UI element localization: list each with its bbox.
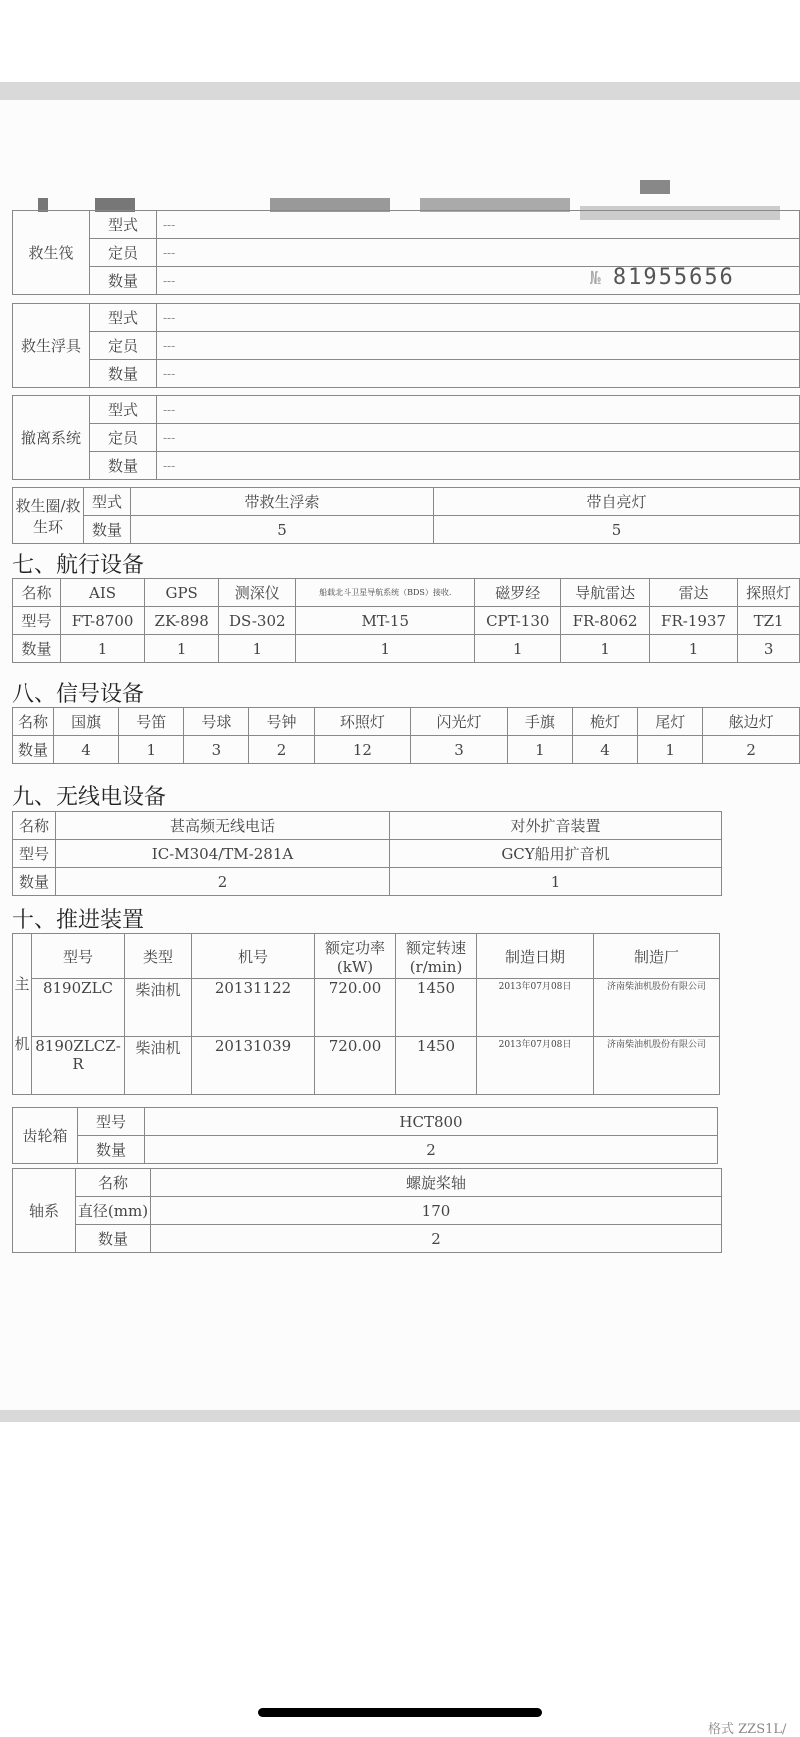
row-label: 齿轮箱: [13, 1108, 78, 1164]
evacuation-system-table: [12, 395, 800, 480]
column-header: 额定功率(kW): [315, 934, 396, 979]
cell: ZK-898: [145, 607, 219, 635]
field-value: 带救生浮索: [131, 488, 434, 516]
column-header: 型号: [32, 934, 125, 979]
column-header: 制造厂: [594, 934, 720, 979]
cell: 磁罗经: [475, 579, 561, 607]
signal-table: [12, 707, 800, 764]
radio-table: [12, 811, 722, 896]
row-label: 名称: [13, 812, 56, 840]
cell: GPS: [145, 579, 219, 607]
field-value: 5: [131, 516, 434, 544]
row-label: 轴系: [13, 1169, 76, 1253]
cell: 手旗: [507, 708, 572, 736]
cell: 1: [475, 635, 561, 663]
field-label: 型式: [90, 211, 157, 239]
field-label: 数量: [90, 452, 157, 480]
cell: 号笛: [119, 708, 184, 736]
cell: AIS: [61, 579, 145, 607]
field-label: 定员: [90, 424, 157, 452]
main-engine-label: 主 机: [13, 934, 32, 1095]
cell: 尾灯: [638, 708, 703, 736]
cell: 3: [738, 635, 800, 663]
field-label: 数量: [90, 360, 157, 388]
cell: 探照灯: [738, 579, 800, 607]
section-title-propulsion: 十、推进装置: [12, 908, 145, 933]
cell: 3: [184, 736, 249, 764]
cell: 8190ZLC: [32, 979, 125, 1037]
row-label: 名称: [13, 579, 61, 607]
field-value: ---: [157, 239, 800, 267]
field-value: 2: [145, 1136, 718, 1164]
column-header: 类型: [125, 934, 192, 979]
field-label: 数量: [90, 267, 157, 295]
row-label: 型号: [13, 840, 56, 868]
cell: 环照灯: [314, 708, 411, 736]
field-label: 直径(mm): [76, 1197, 151, 1225]
column-header: 制造日期: [477, 934, 594, 979]
cell: 1: [145, 635, 219, 663]
cell: 甚高频无线电话: [56, 812, 390, 840]
field-value: ---: [157, 396, 800, 424]
cell: 1: [61, 635, 145, 663]
cell: 1: [296, 635, 475, 663]
cell: 闪光灯: [411, 708, 508, 736]
cell: 720.00: [315, 1037, 396, 1095]
row-label: 型号: [13, 607, 61, 635]
cell: 2013年07月08日: [477, 979, 594, 1037]
main-engine-table: [12, 933, 720, 1095]
field-label: 型式: [84, 488, 131, 516]
column-header: 额定转速(r/min): [396, 934, 477, 979]
row-label: 救生浮具: [13, 304, 90, 388]
cell: 12: [314, 736, 411, 764]
cell: 舷边灯: [703, 708, 800, 736]
field-value: HCT800: [145, 1108, 718, 1136]
cell: 20131039: [192, 1037, 315, 1095]
row-label: 救生圈/救生环: [13, 488, 84, 544]
lifebuoy-table: [12, 487, 800, 544]
field-value: ---: [157, 211, 800, 239]
field-label: 定员: [90, 332, 157, 360]
cell: DS-302: [219, 607, 296, 635]
field-value: ---: [157, 304, 800, 332]
field-label: 型号: [78, 1108, 145, 1136]
cell: 720.00: [315, 979, 396, 1037]
format-code: 格式 ZZS1L/: [708, 1722, 787, 1737]
cell: 1: [219, 635, 296, 663]
cell: 4: [54, 736, 119, 764]
cell: 1: [507, 736, 572, 764]
scan-border-top: [0, 82, 800, 100]
field-label: 型式: [90, 304, 157, 332]
row-label: 名称: [13, 708, 54, 736]
cell: 2: [56, 868, 390, 896]
cell: 1: [649, 635, 737, 663]
cell: 2: [703, 736, 800, 764]
field-value: ---: [157, 332, 800, 360]
cell: 对外扩音装置: [390, 812, 722, 840]
cell: 1: [390, 868, 722, 896]
row-label: 撤离系统: [13, 396, 90, 480]
serial-number: № 81955656: [590, 265, 735, 290]
section-title-radio: 九、无线电设备: [12, 785, 167, 810]
cell: IC-M304/TM-281A: [56, 840, 390, 868]
cell: 1: [119, 736, 184, 764]
field-value: 2: [151, 1225, 722, 1253]
cell: 测深仪: [219, 579, 296, 607]
field-value: ---: [157, 424, 800, 452]
field-label: 数量: [76, 1225, 151, 1253]
cell: 国旗: [54, 708, 119, 736]
field-label: 定员: [90, 239, 157, 267]
section-title-signal: 八、信号设备: [12, 682, 145, 707]
field-value: ---: [157, 360, 800, 388]
cell: 3: [411, 736, 508, 764]
cell: FR-1937: [649, 607, 737, 635]
row-label: 数量: [13, 868, 56, 896]
buoyant-apparatus-table: [12, 303, 800, 388]
cell: 8190ZLCZ-R: [32, 1037, 125, 1095]
field-value: 螺旋桨轴: [151, 1169, 722, 1197]
home-indicator[interactable]: [258, 1708, 542, 1717]
cell: 4: [572, 736, 637, 764]
cell: 2013年07月08日: [477, 1037, 594, 1095]
cell: 1450: [396, 979, 477, 1037]
shaft-table: [12, 1168, 722, 1253]
cell: CPT-130: [475, 607, 561, 635]
cell: 柴油机: [125, 1037, 192, 1095]
cell: 号钟: [249, 708, 314, 736]
cell: 雷达: [649, 579, 737, 607]
row-label: 救生筏: [13, 211, 90, 295]
cell: 20131122: [192, 979, 315, 1037]
cell: 导航雷达: [561, 579, 649, 607]
field-value: 带自亮灯: [434, 488, 800, 516]
gearbox-table: [12, 1107, 718, 1164]
cell: 1450: [396, 1037, 477, 1095]
field-label: 型式: [90, 396, 157, 424]
field-value: 170: [151, 1197, 722, 1225]
field-label: 数量: [84, 516, 131, 544]
cell: 2: [249, 736, 314, 764]
cell: 桅灯: [572, 708, 637, 736]
row-label: 数量: [13, 635, 61, 663]
cell: 1: [638, 736, 703, 764]
navigation-table: [12, 578, 800, 663]
redacted-text: [640, 180, 670, 194]
cell: 济南柴油机股份有限公司: [594, 1037, 720, 1095]
cell: FR-8062: [561, 607, 649, 635]
cell: 济南柴油机股份有限公司: [594, 979, 720, 1037]
cell: 柴油机: [125, 979, 192, 1037]
scan-border-bottom: [0, 1410, 800, 1422]
row-label: 数量: [13, 736, 54, 764]
cell: 船载北斗卫星导航系统（BDS）接收.: [296, 579, 475, 607]
liferaft-table: [12, 210, 800, 295]
column-header: 机号: [192, 934, 315, 979]
cell: 号球: [184, 708, 249, 736]
cell: TZ1: [738, 607, 800, 635]
cell: FT-8700: [61, 607, 145, 635]
cell: 1: [561, 635, 649, 663]
field-value: ---: [157, 267, 800, 295]
section-title-navigation: 七、航行设备: [12, 553, 145, 578]
cell: MT-15: [296, 607, 475, 635]
cell: GCY船用扩音机: [390, 840, 722, 868]
field-label: 数量: [78, 1136, 145, 1164]
field-label: 名称: [76, 1169, 151, 1197]
field-value: 5: [434, 516, 800, 544]
field-value: ---: [157, 452, 800, 480]
